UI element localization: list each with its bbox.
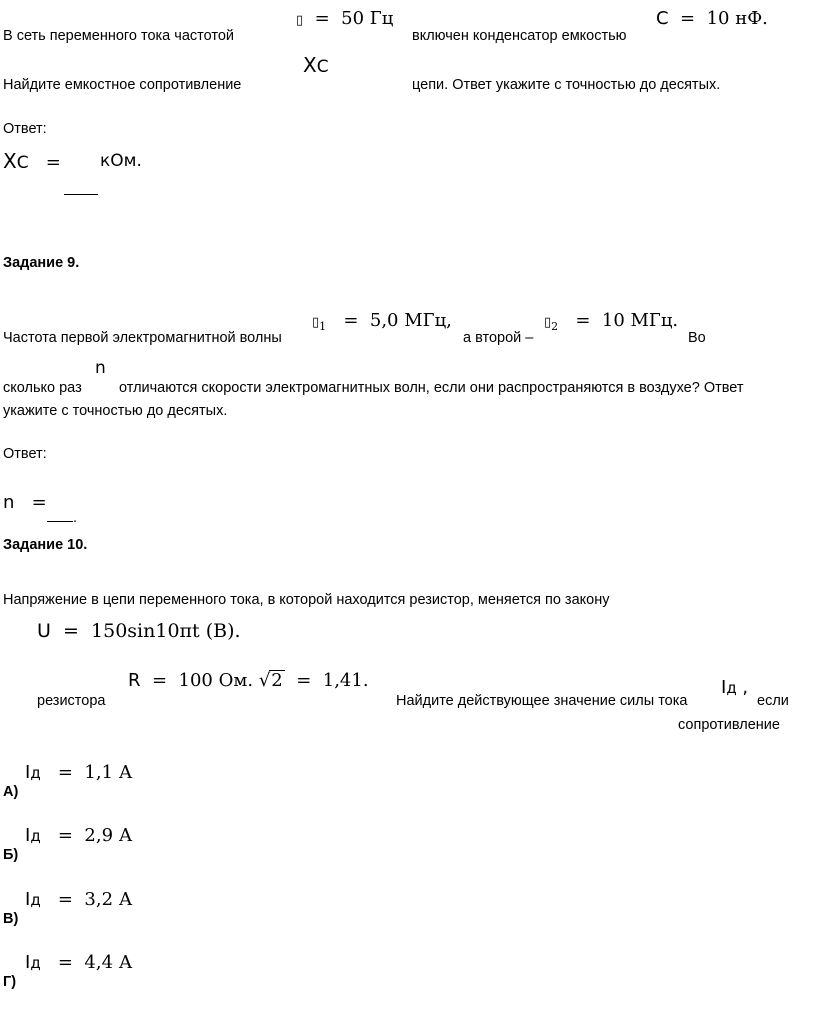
task10-voltage-formula	[37, 621, 241, 643]
task9-answer-blank[interactable]	[47, 510, 77, 527]
task8-answer-blank[interactable]	[64, 183, 98, 200]
task8-answer-formula	[3, 150, 61, 174]
task9-text-differ: отличаются скорости электромагнитных волн, если они распространяются в воздухе? Ответ	[119, 380, 744, 396]
task9-answer-formula	[3, 493, 47, 514]
sqrt-argument: 2	[271, 670, 283, 691]
current-subscript: д	[30, 954, 41, 972]
task8-capacitance-formula	[656, 9, 768, 30]
equals-sign: =	[151, 670, 168, 691]
frequency-symbol: ▯	[296, 13, 304, 28]
task10-resistance-formula	[128, 670, 369, 692]
equals-sign: =	[296, 670, 312, 691]
option-b-letter[interactable]: Б)	[3, 847, 19, 863]
option-d-letter[interactable]: Г)	[3, 974, 17, 990]
task10-text-resistor: резистора	[37, 693, 106, 709]
equals-sign: =	[45, 152, 61, 173]
option-a-formula[interactable]	[25, 763, 132, 784]
sqrt-expression: √2	[258, 670, 283, 691]
f1-value: 5,0 МГц,	[369, 310, 452, 331]
frequency-symbol: ▯	[312, 315, 320, 330]
task9-text-how-many: сколько раз	[3, 380, 82, 396]
equals-sign: =	[31, 492, 47, 513]
answer-dot: .	[73, 510, 78, 526]
option-c-letter[interactable]: В)	[3, 911, 19, 927]
xc-main: Х	[3, 149, 17, 173]
current-subscript: д	[30, 827, 41, 845]
xc-sub: С	[16, 153, 29, 173]
option-b-formula[interactable]	[25, 826, 132, 847]
task8-xc-symbol	[303, 54, 329, 78]
voltage-expression: 150sin10πt (В).	[91, 620, 241, 642]
equals-sign: =	[57, 952, 73, 973]
answer-blank-line	[47, 521, 73, 522]
option-d-value: 4,4 А	[84, 952, 133, 973]
f2-value: 10 МГц.	[601, 310, 679, 331]
f1-subscript: 1	[319, 320, 327, 333]
task9-text-second: а второй –	[463, 330, 534, 346]
frequency-value: 50 Гц	[341, 8, 394, 29]
equals-sign: =	[57, 889, 73, 910]
n-symbol: n	[3, 492, 15, 513]
equals-sign: =	[343, 310, 359, 331]
capacitance-symbol: С	[656, 8, 669, 29]
sqrt-value: 1,41.	[322, 670, 369, 691]
current-symbol: I	[721, 677, 727, 698]
resistance-value: 100 Ом.	[178, 670, 254, 691]
voltage-symbol: U	[37, 620, 51, 642]
task10-heading: Задание 10.	[3, 537, 88, 553]
task9-answer-label: Ответ:	[3, 446, 47, 462]
task8-text-capacitor: включен конденсатор емкостью	[412, 28, 627, 44]
task9-f1-formula	[312, 311, 452, 332]
task8-text-precision: цепи. Ответ укажите с точностью до десятых.	[412, 77, 721, 93]
task9-text-vo: Во	[688, 330, 706, 346]
task10-text-if: если	[757, 693, 789, 709]
current-subscript: д	[30, 764, 41, 782]
task9-f2-formula	[544, 311, 678, 332]
equals-sign: =	[57, 825, 73, 846]
equals-sign: =	[314, 8, 330, 29]
task8-answer-unit: кОм.	[100, 151, 142, 171]
xc-main: Х	[303, 53, 317, 77]
equals-sign: =	[680, 8, 696, 29]
xc-sub: С	[316, 57, 329, 77]
equals-sign: =	[57, 762, 73, 783]
option-c-value: 3,2 А	[84, 889, 133, 910]
current-subscript: д	[30, 891, 41, 909]
task9-n-symbol: n	[95, 358, 106, 378]
task9-text-precision: укажите с точностью до десятых.	[3, 403, 228, 419]
task8-text-frequency: В сеть переменного тока частотой	[3, 28, 235, 44]
option-b-value: 2,9 А	[84, 825, 133, 846]
frequency-symbol: ▯	[544, 315, 552, 330]
option-c-formula[interactable]	[25, 890, 132, 911]
f2-subscript: 2	[551, 320, 559, 333]
current-symbol: I	[25, 762, 31, 783]
capacitance-value: 10 нФ.	[706, 8, 768, 29]
resistance-symbol: R	[128, 670, 141, 691]
task10-id-symbol	[721, 678, 748, 699]
comma: ,	[742, 677, 749, 698]
current-symbol: I	[25, 889, 31, 910]
task8-frequency-formula	[296, 9, 393, 30]
task10-text-voltage: Напряжение в цепи переменного тока, в которой находится резистор, меняется по закону	[3, 592, 610, 608]
task8-text-find: Найдите емкостное сопротивление	[3, 77, 242, 93]
task10-text-find-current: Найдите действующее значение силы тока	[396, 693, 688, 709]
option-d-formula[interactable]	[25, 953, 132, 974]
task9-text-frequency1: Частота первой электромагнитной волны	[3, 330, 282, 346]
option-a-letter[interactable]: А)	[3, 784, 19, 800]
answer-blank-line	[64, 194, 98, 195]
current-symbol: I	[25, 825, 31, 846]
current-symbol: I	[25, 952, 31, 973]
task9-heading: Задание 9.	[3, 255, 80, 271]
current-subscript: д	[726, 679, 737, 697]
task10-text-resistance: сопротивление	[678, 717, 780, 733]
option-a-value: 1,1 А	[84, 762, 133, 783]
equals-sign: =	[63, 620, 79, 642]
equals-sign: =	[575, 310, 591, 331]
task8-answer-label: Ответ:	[3, 121, 47, 137]
